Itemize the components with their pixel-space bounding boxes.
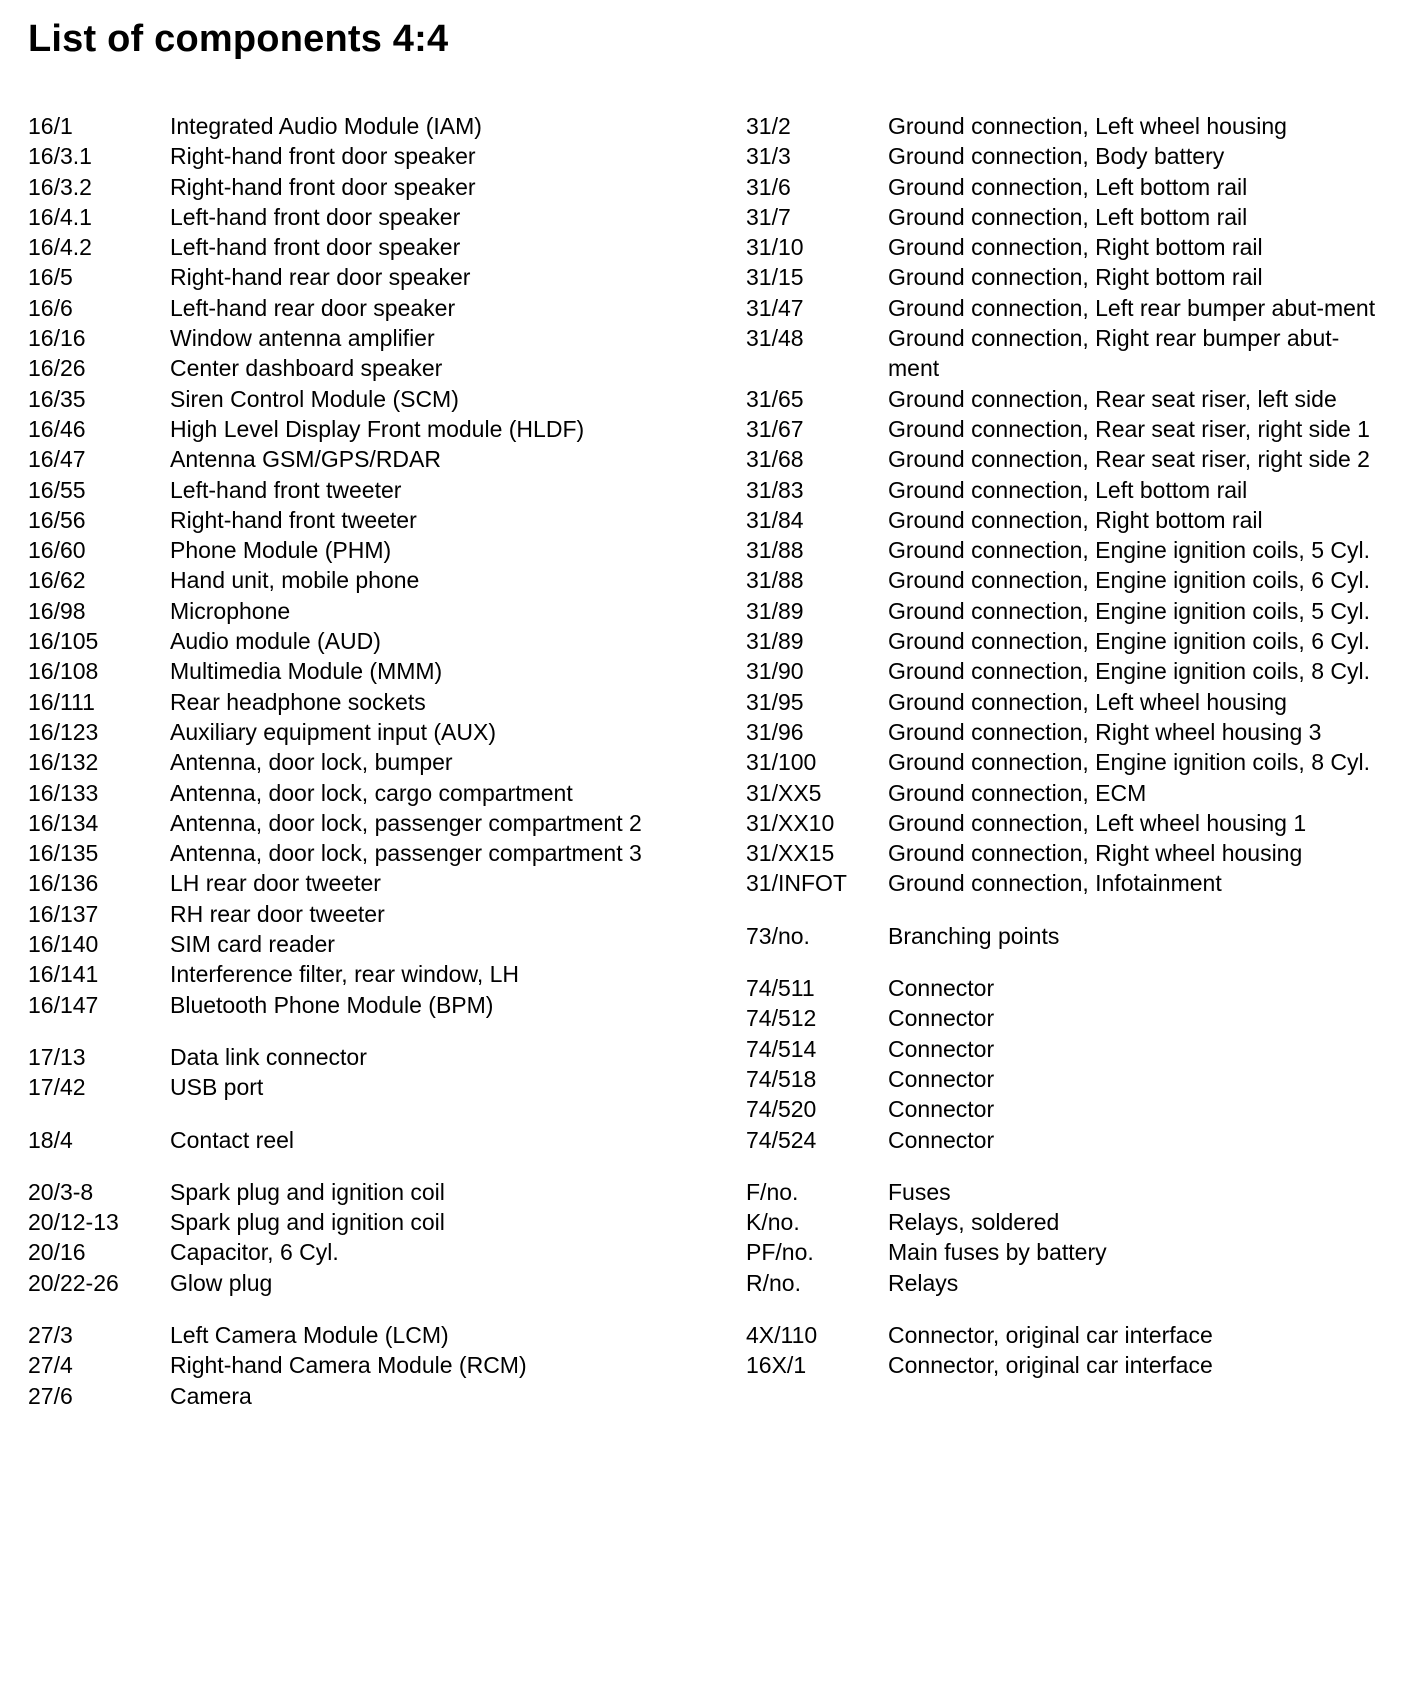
component-description: Integrated Audio Module (IAM) [170, 113, 482, 139]
component-entry [28, 868, 668, 898]
component-code: 20/12-13 [28, 1209, 119, 1236]
component-description: Relays, soldered [888, 1209, 1060, 1236]
component-code: 16/4.1 [28, 203, 92, 230]
component-description: Connector, original car interface [888, 1352, 1213, 1379]
component-description: Ground connection, Right bottom rail [888, 234, 1263, 261]
component-description: Ground connection, Rear seat riser, right side 1 [888, 415, 1370, 442]
component-code: 31/15 [746, 264, 804, 291]
component-entry [746, 1034, 1386, 1064]
component-description: Ground connection, Body battery [888, 143, 1225, 170]
component-code: 31/3 [746, 143, 791, 170]
component-description: Capacitor, 6 Cyl. [170, 1239, 339, 1266]
component-code: 74/511 [746, 975, 815, 1002]
component-description: Ground connection, Rear seat riser, left side [888, 385, 1337, 412]
component-group [28, 111, 668, 1020]
component-entry [746, 1064, 1386, 1094]
left-column [28, 111, 668, 1411]
component-entry [28, 141, 668, 171]
component-code: 73/no. [746, 922, 810, 949]
component-description: Window antenna amplifier [170, 325, 435, 352]
component-code: 31/96 [746, 718, 804, 745]
component-description: Ground connection, Left bottom rail [888, 203, 1248, 230]
component-code: R/no. [746, 1269, 801, 1296]
component-entry [746, 475, 1386, 505]
component-code: 74/520 [746, 1096, 817, 1123]
component-description: Antenna, door lock, passenger compartment 2 [170, 809, 642, 836]
component-entry [746, 1320, 1386, 1350]
component-code: 18/4 [28, 1126, 73, 1153]
component-code: 16/4.2 [28, 234, 92, 261]
component-description: Fuses [888, 1178, 951, 1205]
component-description: Antenna, door lock, bumper [170, 749, 453, 776]
component-code: 16/47 [28, 446, 86, 473]
component-description: Ground connection, Engine ignition coils, 6 Cyl. [888, 628, 1371, 655]
component-description: Ground connection, Left wheel housing [888, 688, 1287, 715]
component-description: USB port [170, 1074, 264, 1101]
component-code: 16/3.1 [28, 143, 92, 170]
component-description: Ground connection, Right bottom rail [888, 264, 1263, 291]
component-code: 31/67 [746, 415, 804, 442]
component-description: Connector, original car interface [888, 1321, 1213, 1348]
component-entry [28, 172, 668, 202]
component-description: RH rear door tweeter [170, 900, 385, 927]
component-code: 27/6 [28, 1382, 73, 1409]
component-entry [746, 838, 1386, 868]
component-description: Connector [888, 1126, 995, 1153]
component-code: 16/3.2 [28, 173, 92, 200]
component-description: Left Camera Module (LCM) [170, 1321, 449, 1348]
component-description: Antenna GSM/GPS/RDAR [170, 446, 441, 473]
component-code: 16/46 [28, 415, 86, 442]
component-description: Left-hand front tweeter [170, 476, 402, 503]
component-description: Bluetooth Phone Module (BPM) [170, 991, 494, 1018]
component-entry [28, 323, 668, 353]
component-code: 16/136 [28, 870, 99, 897]
component-description: Ground connection, Rear seat riser, right side 2 [888, 446, 1370, 473]
component-entry [746, 293, 1386, 323]
component-description: Microphone [170, 597, 291, 624]
component-code: 27/3 [28, 1321, 73, 1348]
component-group [28, 1320, 668, 1411]
component-code: 31/89 [746, 597, 804, 624]
component-entry [746, 505, 1386, 535]
component-code: 31/68 [746, 446, 804, 473]
component-entry [746, 1177, 1386, 1207]
component-entry [28, 1268, 668, 1298]
component-entry [28, 899, 668, 929]
component-description: Spark plug and ignition coil [170, 1209, 445, 1236]
component-entry [28, 1381, 668, 1411]
component-code: 31/INFOT [746, 870, 847, 897]
component-entry [28, 1125, 668, 1155]
component-code: 31/7 [746, 203, 791, 230]
component-code: 16/137 [28, 900, 99, 927]
component-entry [28, 626, 668, 656]
component-description: LH rear door tweeter [170, 870, 381, 897]
component-description: Branching points [888, 922, 1060, 949]
component-entry [746, 656, 1386, 686]
component-code: K/no. [746, 1209, 800, 1236]
component-entry [746, 535, 1386, 565]
component-code: 31/89 [746, 628, 804, 655]
component-description: Interference filter, rear window, LH [170, 961, 519, 988]
component-code: 16/60 [28, 537, 86, 564]
component-code: 16/132 [28, 749, 99, 776]
component-code: 17/13 [28, 1043, 86, 1070]
component-description: Main fuses by battery [888, 1239, 1107, 1266]
component-entry [28, 596, 668, 626]
component-entry [746, 141, 1386, 171]
component-entry [746, 778, 1386, 808]
component-code: 16/105 [28, 628, 99, 655]
component-description: Ground connection, Engine ignition coils, 5 Cyl. [888, 537, 1371, 564]
component-entry [746, 172, 1386, 202]
component-description: Ground connection, Engine ignition coils, 5 Cyl. [888, 597, 1371, 624]
component-description: Spark plug and ignition coil [170, 1178, 445, 1205]
component-entry [28, 1177, 668, 1207]
component-description: Antenna, door lock, passenger compartment 3 [170, 840, 642, 867]
component-description: Connector [888, 1065, 995, 1092]
component-entry [28, 1350, 668, 1380]
component-code: 16/1 [28, 113, 73, 139]
component-code: 27/4 [28, 1352, 73, 1379]
component-description: Ground connection, Engine ignition coils, 8 Cyl. [888, 658, 1371, 685]
page-title: List of components 4:4 [28, 18, 449, 60]
component-entry [746, 1003, 1386, 1033]
component-code: 16/62 [28, 567, 86, 594]
right-column [746, 111, 1386, 1381]
component-code: 16/111 [28, 688, 95, 715]
component-entry [746, 1237, 1386, 1267]
component-entry [28, 232, 668, 262]
component-description: SIM card reader [170, 931, 335, 958]
component-entry [746, 808, 1386, 838]
component-group [746, 921, 1386, 951]
component-entry [28, 747, 668, 777]
component-entry [746, 1207, 1386, 1237]
component-entry [28, 293, 668, 323]
component-code: 31/XX10 [746, 809, 835, 836]
component-entry [746, 1125, 1386, 1155]
component-description: Phone Module (PHM) [170, 537, 392, 564]
component-code: 31/100 [746, 749, 817, 776]
component-description: Ground connection, Engine ignition coils, 6 Cyl. [888, 567, 1371, 594]
component-description: Ground connection, Engine ignition coils, 8 Cyl. [888, 749, 1371, 776]
component-entry [746, 687, 1386, 717]
component-group [746, 973, 1386, 1155]
component-description: Ground connection, Left bottom rail [888, 476, 1248, 503]
component-description: Ground connection, Left wheel housing 1 [888, 809, 1307, 836]
component-code: 16/6 [28, 294, 73, 321]
component-description: Ground connection, Left rear bumper abut-ment [888, 294, 1376, 321]
component-entry [746, 921, 1386, 951]
component-code: 17/42 [28, 1074, 86, 1101]
component-code: 20/22-26 [28, 1269, 119, 1296]
component-entry [746, 323, 1386, 384]
component-description: Center dashboard speaker [170, 355, 443, 382]
component-description: Connector [888, 1035, 995, 1062]
component-entry [746, 973, 1386, 1003]
component-group [28, 1125, 668, 1155]
component-entry [28, 1237, 668, 1267]
component-entry [28, 990, 668, 1020]
component-entry [28, 1320, 668, 1350]
component-code: 20/16 [28, 1239, 86, 1266]
component-entry [746, 596, 1386, 626]
component-code: 31/XX5 [746, 779, 822, 806]
component-group [746, 1177, 1386, 1298]
component-description: Ground connection, Right wheel housing 3 [888, 718, 1322, 745]
component-code: 31/95 [746, 688, 804, 715]
component-entry [746, 1350, 1386, 1380]
component-entry [28, 111, 668, 141]
component-code: 31/XX15 [746, 840, 835, 867]
component-entry [746, 232, 1386, 262]
component-entry [28, 959, 668, 989]
component-entry [746, 717, 1386, 747]
component-code: 16X/1 [746, 1352, 807, 1379]
component-group [28, 1177, 668, 1298]
component-entry [28, 808, 668, 838]
component-entry [28, 929, 668, 959]
component-group [746, 111, 1386, 899]
component-description: Right-hand Camera Module (RCM) [170, 1352, 527, 1379]
component-entry [28, 1042, 668, 1072]
component-entry [746, 868, 1386, 898]
component-code: 31/88 [746, 537, 804, 564]
component-code: 16/55 [28, 476, 86, 503]
component-entry [746, 626, 1386, 656]
component-entry [28, 1207, 668, 1237]
component-description: Ground connection, Right wheel housing [888, 840, 1303, 867]
component-entry [746, 1094, 1386, 1124]
component-code: 16/56 [28, 506, 86, 533]
component-description: Relays [888, 1269, 959, 1296]
component-code: 31/47 [746, 294, 804, 321]
component-code: 31/65 [746, 385, 804, 412]
component-description: Multimedia Module (MMM) [170, 658, 443, 685]
component-code: 16/140 [28, 931, 99, 958]
component-description: Antenna, door lock, cargo compartment [170, 779, 573, 806]
component-code: 31/2 [746, 113, 791, 139]
component-code: 31/88 [746, 567, 804, 594]
component-code: 74/512 [746, 1005, 817, 1032]
component-code: 16/108 [28, 658, 99, 685]
component-code: 16/16 [28, 325, 86, 352]
component-description: Connector [888, 1005, 995, 1032]
component-code: PF/no. [746, 1239, 814, 1266]
component-code: 74/514 [746, 1035, 817, 1062]
component-description: Auxiliary equipment input (AUX) [170, 718, 496, 745]
component-code: 16/135 [28, 840, 99, 867]
component-entry [28, 414, 668, 444]
component-entry [746, 202, 1386, 232]
component-code: 74/518 [746, 1065, 817, 1092]
component-code: 74/524 [746, 1126, 817, 1153]
component-code: 31/90 [746, 658, 804, 685]
component-code: 20/3-8 [28, 1178, 94, 1205]
component-entry [28, 1072, 668, 1102]
component-entry [28, 353, 668, 383]
component-entry [28, 262, 668, 292]
component-entry [746, 384, 1386, 414]
component-code: 16/123 [28, 718, 99, 745]
component-code: 16/5 [28, 264, 73, 291]
component-code: 16/141 [28, 961, 99, 988]
component-description: Right-hand front door speaker [170, 143, 476, 170]
component-description: High Level Display Front module (HLDF) [170, 415, 585, 442]
component-description: Ground connection, Right bottom rail [888, 506, 1263, 533]
component-entry [28, 656, 668, 686]
component-code: 16/147 [28, 991, 99, 1018]
component-entry [28, 838, 668, 868]
component-entry [28, 505, 668, 535]
component-description: Glow plug [170, 1269, 273, 1296]
component-code: 31/48 [746, 325, 804, 352]
component-description: Audio module (AUD) [170, 628, 381, 655]
component-description: Contact reel [170, 1126, 295, 1153]
component-description: Left-hand front door speaker [170, 203, 461, 230]
component-description: Ground connection, ECM [888, 779, 1147, 806]
component-entry [28, 475, 668, 505]
component-entry [28, 778, 668, 808]
component-description: Right-hand rear door speaker [170, 264, 471, 291]
component-group [28, 1042, 668, 1103]
component-entry [746, 414, 1386, 444]
component-code: 31/10 [746, 234, 804, 261]
component-description: Ground connection, Infotainment [888, 870, 1222, 897]
component-description: Ground connection, Right rear bumper abut-ment [888, 325, 1340, 382]
component-code: 16/35 [28, 385, 86, 412]
component-entry [28, 202, 668, 232]
component-entry [746, 444, 1386, 474]
component-description: Right-hand front tweeter [170, 506, 417, 533]
component-description: Ground connection, Left wheel housing [888, 113, 1287, 139]
component-description: Connector [888, 1096, 995, 1123]
component-code: F/no. [746, 1178, 799, 1205]
component-description: Left-hand front door speaker [170, 234, 461, 261]
component-description: Left-hand rear door speaker [170, 294, 456, 321]
component-entry [28, 535, 668, 565]
component-description: Connector [888, 975, 995, 1002]
component-entry [746, 111, 1386, 141]
component-code: 31/83 [746, 476, 804, 503]
component-entry [746, 565, 1386, 595]
component-entry [28, 717, 668, 747]
component-entry [28, 384, 668, 414]
component-entry [746, 1268, 1386, 1298]
component-entry [28, 565, 668, 595]
component-code: 4X/110 [746, 1321, 818, 1348]
component-description: Right-hand front door speaker [170, 173, 476, 200]
component-entry [746, 747, 1386, 777]
component-entry [746, 262, 1386, 292]
component-code: 16/26 [28, 355, 86, 382]
component-description: Rear headphone sockets [170, 688, 426, 715]
component-description: Siren Control Module (SCM) [170, 385, 459, 412]
component-code: 31/6 [746, 173, 791, 200]
component-code: 16/134 [28, 809, 99, 836]
component-code: 16/98 [28, 597, 86, 624]
component-description: Hand unit, mobile phone [170, 567, 420, 594]
component-code: 16/133 [28, 779, 99, 806]
component-group [746, 1320, 1386, 1381]
component-entry [28, 444, 668, 474]
component-description: Data link connector [170, 1043, 367, 1070]
component-code: 31/84 [746, 506, 804, 533]
component-entry [28, 687, 668, 717]
component-description: Ground connection, Left bottom rail [888, 173, 1248, 200]
component-description: Camera [170, 1382, 252, 1409]
